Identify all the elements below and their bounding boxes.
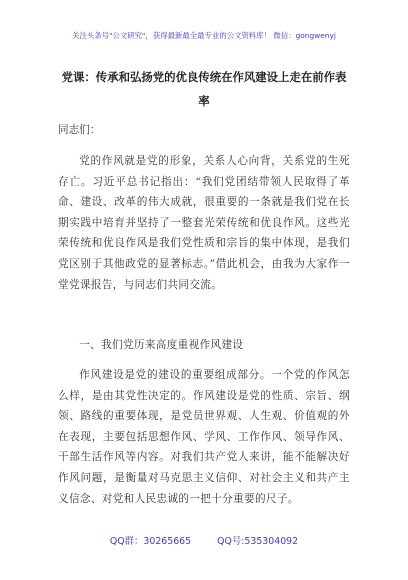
header-note: 关注头条号"公文研究"，获得最新最全最专业的公文资料库！ 微信：gongwenyj [72, 31, 336, 40]
page-title: 党课：传承和弘扬党的优良传统在作风建设上走在前作表率 [61, 70, 347, 108]
section-heading: 一、我们党历来高度重视作风建设 [79, 339, 244, 351]
paragraph-2: 作风建设是党的建设的重要组成部分。一个党的作风怎么样，是由其党性决定的。作风建设是党的性质、宗旨、纲领、路线的重要体现，是党员世界观、人生观、价值观的外在表现，主要包括思想作风、学风、工作作风、领导作风、干部生活作风等内容。对我们共产党人来讲，能不能解决好作风问题，是衡量对马克思主义信仰、对社会主义和共产主义信念、对党和人民忠诚的一把十分重要的尺子。 [58, 369, 350, 505]
salutation: 同志们： [58, 124, 101, 136]
footer-qq-number: QQ号:535304092 [217, 536, 299, 547]
paragraph-1: 党的作风就是党的形象，关系人心向背，关系党的生死存亡。习近平总书记指出：“我们党团结带领人民取得了革命、建设、改革的伟大成就，很重要的一条就是我们党在长期实践中培育并坚持了一整套光荣传统和优良作风。这些光荣传统和优良作风是我们党性质和宗旨的集中体现，是我们党区别于其他政党的显著标志。”借此机会，由我为大家作一堂党课报告，与同志们共同交流。 [58, 155, 350, 291]
footer [0, 533, 408, 547]
footer-qq-group: QQ群：30265665 [109, 536, 192, 547]
